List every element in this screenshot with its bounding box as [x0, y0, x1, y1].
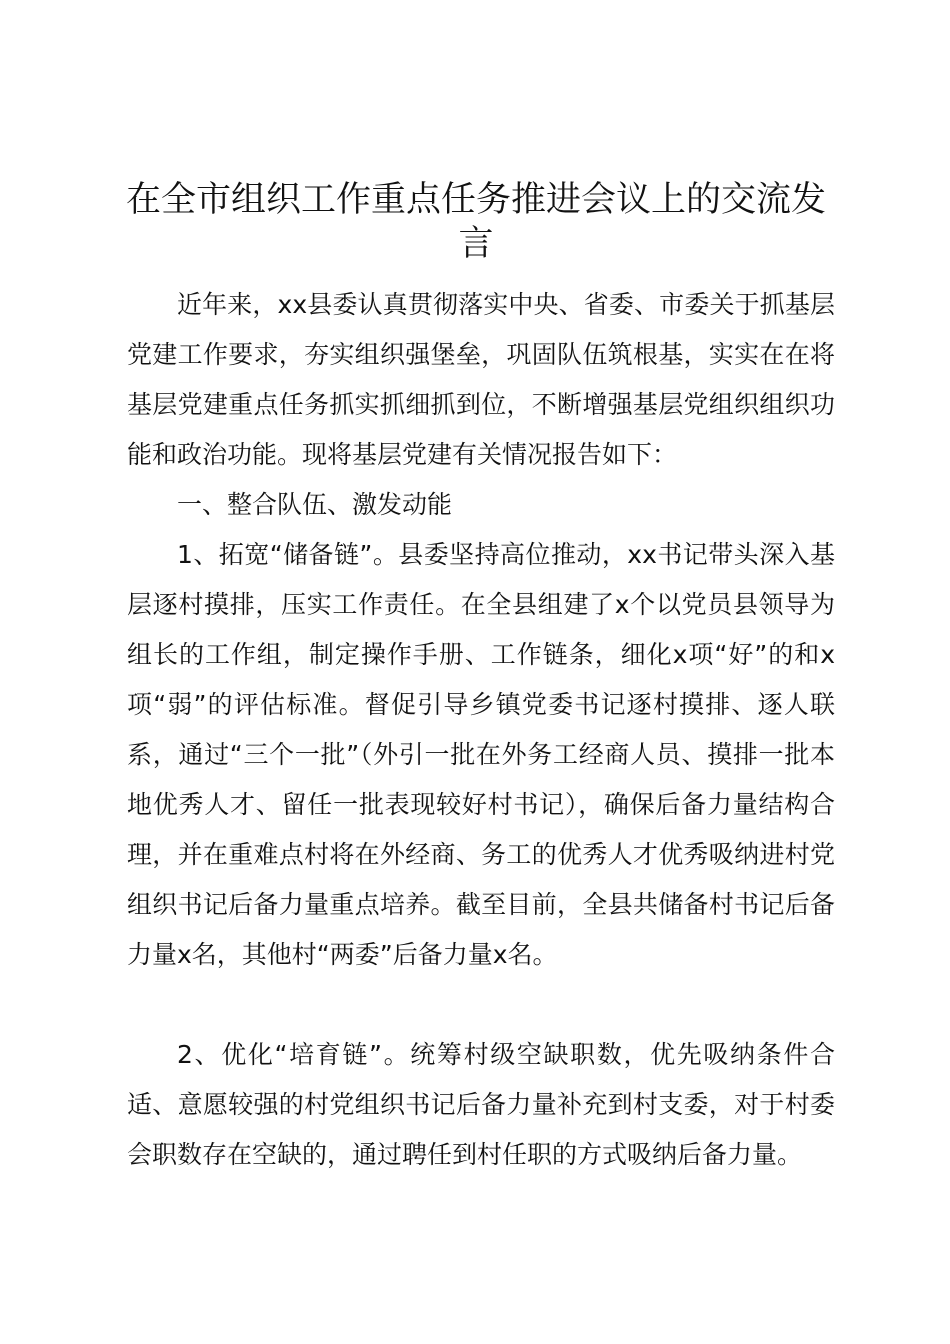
item-2-paragraph: 2、优化“培育链”。统筹村级空缺职数，优先吸纳条件合适、意愿较强的村党组织书记后备力量补充到村支委，对于村委会职数存在空缺的，通过聘任到村任职的方式吸纳后备力量。 [127, 1040, 835, 1169]
section-heading: 一、整合队伍、激发动能 [177, 490, 453, 519]
document-title: 在全市组织工作重点任务推进会议上的交流发言 [125, 180, 826, 264]
item-1-paragraph: 1、拓宽“储备链”。县委坚持高位推动，xx书记带头深入基层逐村摸排，压实工作责任。在全县组建了x个以党员县领导为组长的工作组，制定操作手册、工作链条，细化x项“好”的和x项“弱”的评估标准。督促引导乡镇党委书记逐村摸排、逐人联系，通过“三个一批”（外引一批在外务工经商人员、摸排一批本地优秀人才、留任一批表现较好村书记），确保后备力量结构合理，并在重难点村将在外经商、务工的优秀人才优秀吸纳进村党组织书记后备力量重点培养。截至目前，全县共储备村书记后备力量x名，其他村“两委”后备力量x名。 [127, 540, 835, 969]
intro-paragraph: 近年来，xx县委认真贯彻落实中央、省委、市委关于抓基层党建工作要求，夯实组织强堡垒，巩固队伍筑根基，实实在在将基层党建重点任务抓实抓细抓到位，不断增强基层党组织组织功能和政治功能。现将基层党建有关情况报告如下： [127, 290, 835, 469]
